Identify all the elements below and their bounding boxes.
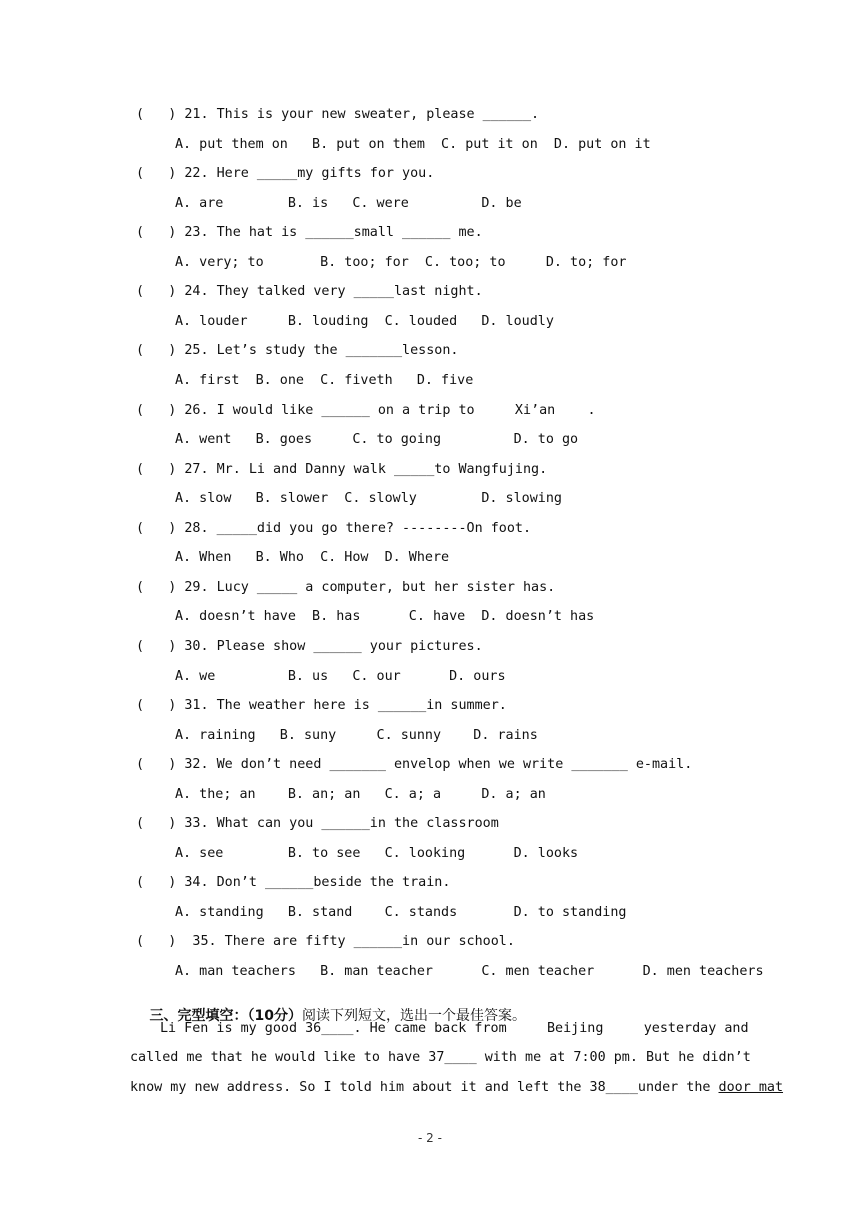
question-options: A. are B. is C. were D. be <box>175 195 522 211</box>
passage-line-3 <box>130 1079 783 1097</box>
page-number: - 2 - <box>418 1131 442 1145</box>
question-options: A. very; to B. too; for C. too; to D. to; for <box>175 254 627 270</box>
question-options: A. the; an B. an; an C. a; a D. a; an <box>175 786 546 802</box>
question-stem: ( ) 25. Let’s study the _______lesson. <box>136 343 459 359</box>
question-options: A. raining B. suny C. sunny D. rains <box>175 727 538 743</box>
question-stem: ( ) 33. What can you ______in the classroom <box>136 816 499 832</box>
passage-line-2: called me that he would like to have 37____ with me at 7:00 pm. But he didn’t <box>130 1050 751 1065</box>
question-stem: ( ) 22. Here _____my gifts for you. <box>136 166 435 182</box>
question-options: A. When B. Who C. How D. Where <box>175 550 450 566</box>
question-stem: ( ) 26. I would like ______ on a trip to Xi’an . <box>136 402 596 418</box>
passage-line-1: Li Fen is my good 36____. He came back from Beijing yesterday and <box>160 1021 749 1036</box>
question-options: A. louder B. louding C. louded D. loudly <box>175 313 554 329</box>
question-stem: ( ) 28. _____did you go there? --------On foot. <box>136 520 532 536</box>
question-options: A. man teachers B. man teacher C. men teacher D. men teachers <box>175 964 764 979</box>
question-stem: ( ) 32. We don’t need _______ envelop when we write _______ e-mail. <box>136 757 693 773</box>
question-stem: ( ) 23. The hat is ______small ______ me. <box>136 225 483 241</box>
question-options: A. put them on B. put on them C. put it on D. put on it <box>175 136 651 152</box>
question-stem: ( ) 30. Please show ______ your pictures. <box>136 638 483 654</box>
question-options: A. doesn’t have B. has C. have D. doesn’t has <box>175 609 595 625</box>
question-stem: ( ) 31. The weather here is ______in summer. <box>136 698 507 713</box>
question-stem: ( ) 27. Mr. Li and Danny walk _____to Wangfujing. <box>136 461 548 477</box>
section-title: 三、完型填空：（10分） <box>149 1008 302 1024</box>
question-options: A. first B. one C. fiveth D. five <box>175 372 474 388</box>
question-stem: ( ) 24. They talked very _____last night. <box>136 284 483 300</box>
question-stem: ( ) 34. Don’t ______beside the train. <box>136 875 451 891</box>
question-stem: ( ) 29. Lucy _____ a computer, but her sister has. <box>136 579 556 595</box>
question-options: A. we B. us C. our D. ours <box>175 668 506 684</box>
question-stem: ( ) 35. There are fifty ______in our school. <box>136 934 515 950</box>
underlined-phrase: door mat <box>718 1080 784 1095</box>
question-stem: ( ) 21. This is your new sweater, please ______. <box>136 107 540 122</box>
question-options: A. standing B. stand C. stands D. to standing <box>175 904 627 920</box>
section-instruction: 阅读下列短文，选出一个最佳答案。 <box>301 1008 526 1024</box>
question-options: A. slow B. slower C. slowly D. slowing <box>175 491 562 507</box>
passage-line-3-text: know my new address. So I told him about it and left the 38____under the <box>130 1080 719 1095</box>
question-options: A. see B. to see C. looking D. looks <box>175 845 579 861</box>
question-options: A. went B. goes C. to going D. to go <box>175 432 579 448</box>
